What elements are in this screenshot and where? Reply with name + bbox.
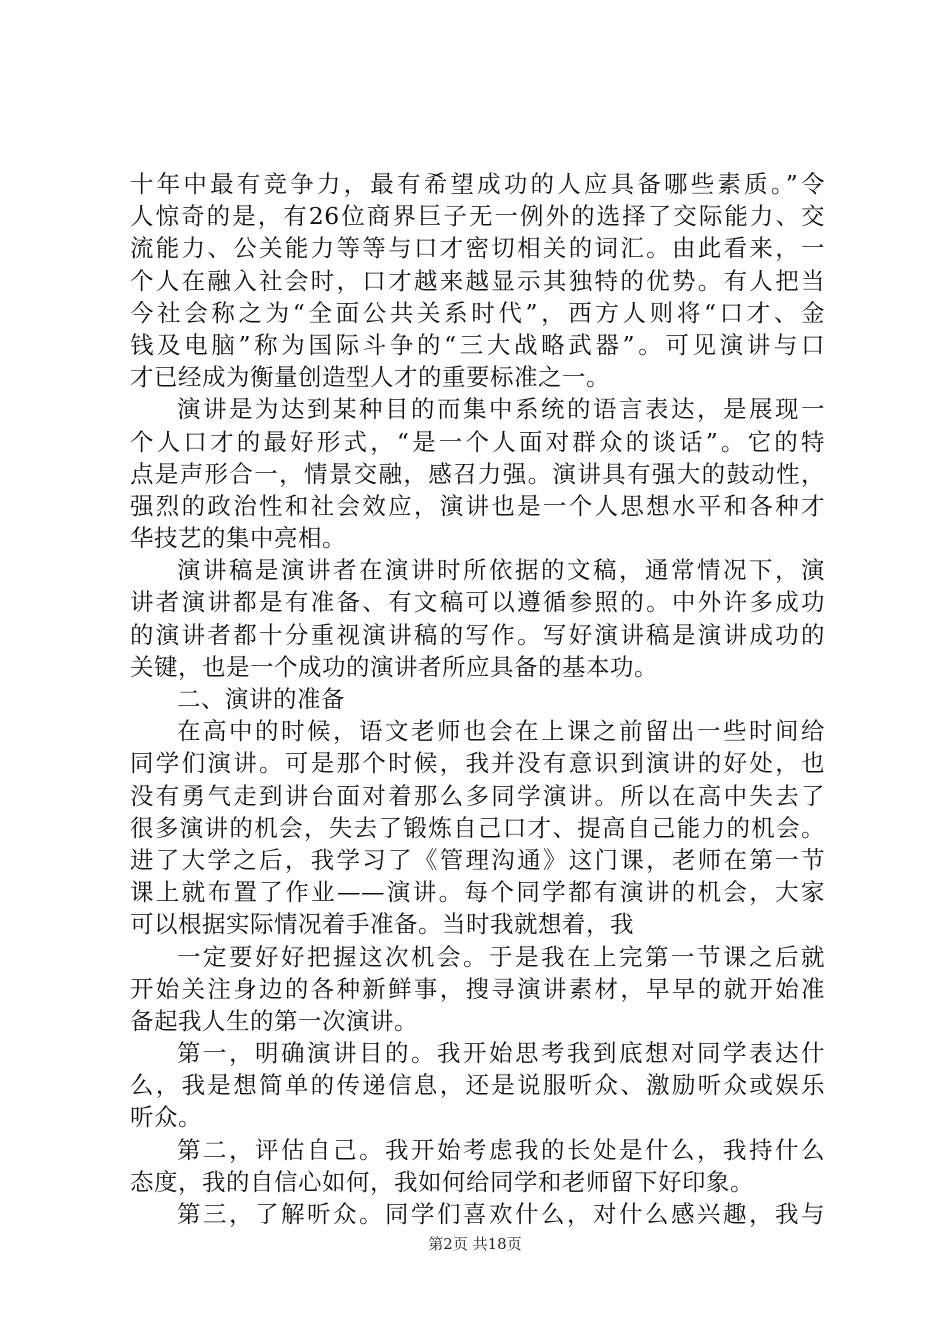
text-line: 个人口才的最好形式，“是一个人面对群众的谈话”。它的特 xyxy=(130,427,825,456)
text-line: 在高中的时候，语文老师也会在上课之前留出一些时间给 xyxy=(177,717,825,746)
text-line: 备起我人生的第一次演讲。 xyxy=(130,1006,418,1035)
text-line: 演讲稿是演讲者在演讲时所依据的文稿，通常情况下，演 xyxy=(177,556,825,585)
text-line: 讲者演讲都是有准备、有文稿可以遵循参照的。中外许多成功 xyxy=(130,588,825,617)
text-line: 第二，评估自己。我开始考虑我的长处是什么，我持什么 xyxy=(177,1135,825,1164)
text-line: 才已经成为衡量创造型人才的重要标准之一。 xyxy=(130,363,610,392)
text-line: 第一，明确演讲目的。我开始思考我到底想对同学表达什 xyxy=(177,1039,825,1068)
text-line: 开始关注身边的各种新鲜事，搜寻演讲素材，早早的就开始准 xyxy=(130,974,825,1003)
text-line: 听众。 xyxy=(130,1103,202,1132)
text-line: 华技艺的集中亮相。 xyxy=(130,524,346,553)
text-line: 人惊奇的是，有26位商界巨子无一例外的选择了交际能力、交 xyxy=(130,202,825,231)
text-line: 同学们演讲。可是那个时候，我并没有意识到演讲的好处，也 xyxy=(130,749,825,778)
text-line: 二、演讲的准备 xyxy=(177,685,345,713)
text-line: 没有勇气走到讲台面对着那么多同学演讲。所以在高中失去了 xyxy=(130,781,825,810)
text-line: 流能力、公关能力等等与口才密切相关的词汇。由此看来，一 xyxy=(130,234,825,263)
text-line: 演讲是为达到某种目的而集中系统的语言表达，是展现一 xyxy=(177,395,825,424)
document-body xyxy=(130,168,825,1230)
text-line: 态度，我的自信心如何，我如何给同学和老师留下好印象。 xyxy=(130,1167,754,1196)
text-line: 的演讲者都十分重视演讲稿的写作。写好演讲稿是演讲成功的 xyxy=(130,620,825,649)
text-line: 第三，了解听众。同学们喜欢什么，对什么感兴趣，我与 xyxy=(177,1200,825,1228)
text-line: 今社会称之为“全面公共关系时代”，西方人则将“口才、金 xyxy=(130,298,825,327)
text-line: 一定要好好把握这次机会。于是我在上完第一节课之后就 xyxy=(177,942,825,971)
text-line: 个人在融入社会时，口才越来越显示其独特的优势。有人把当 xyxy=(130,266,825,295)
text-line: 很多演讲的机会，失去了锻炼自己口才、提高自己能力的机会。 xyxy=(130,813,825,842)
text-line: 点是声形合一，情景交融，感召力强。演讲具有强大的鼓动性， xyxy=(130,459,825,488)
text-line: 么，我是想简单的传递信息，还是说服听众、激励听众或娱乐 xyxy=(130,1071,825,1100)
text-line: 进了大学之后，我学习了《管理沟通》这门课，老师在第一节 xyxy=(130,845,825,874)
text-line: 十年中最有竞争力，最有希望成功的人应具备哪些素质。”令 xyxy=(130,170,825,198)
text-line: 课上就布置了作业——演讲。每个同学都有演讲的机会，大家 xyxy=(130,878,825,907)
text-line: 钱及电脑”称为国际斗争的“三大战略武器”。可见演讲与口 xyxy=(130,330,825,359)
page-number-footer: 第2页 共18页 xyxy=(428,1235,522,1253)
text-line: 强烈的政治性和社会效应，演讲也是一个人思想水平和各种才 xyxy=(130,491,825,520)
text-line: 可以根据实际情况着手准备。当时我就想着，我 xyxy=(130,910,634,939)
text-line: 关键，也是一个成功的演讲者所应具备的基本功。 xyxy=(130,652,658,681)
